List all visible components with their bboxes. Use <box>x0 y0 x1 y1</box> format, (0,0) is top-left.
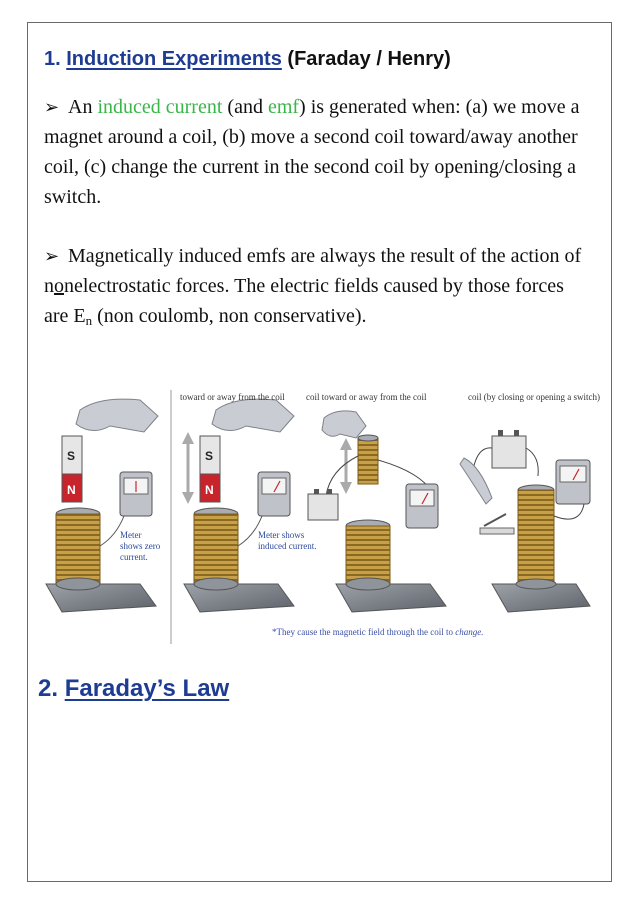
bullet-1-text-c: ) is generated when: (a) we move a magnet around a coil, (b) move a second coil toward/away another coil, (c) change the current in the second coil by opening/closing a switch. <box>44 96 580 208</box>
bullet-1-text-a: An <box>68 96 93 118</box>
meter-zero-line-3: current. <box>120 552 148 562</box>
section-2-heading <box>38 674 229 704</box>
panel-b-moving-magnet <box>182 399 316 612</box>
magnet-n-label-a: N <box>67 483 76 497</box>
bullet-paragraph-1 <box>44 92 584 212</box>
term-emf: emf <box>267 96 300 118</box>
caption-b: coil toward or away from the coil <box>306 392 427 402</box>
section-1-title-link[interactable]: Induction Experiments <box>66 48 282 70</box>
section-1-number: 1. <box>44 48 61 70</box>
bullet-1-text-b: (and <box>227 96 263 118</box>
meter-induced-line-1: Meter shows <box>258 530 305 540</box>
bullet-2-text-b: nelectrostatic forces. The electric fields caused by those forces are E <box>44 275 564 327</box>
subscript-n: n <box>85 313 93 328</box>
bullet-paragraph-2 <box>44 241 584 336</box>
meter-induced-line-2: induced current. <box>258 541 317 551</box>
section-2-number: 2. <box>38 675 59 702</box>
meter-zero-line-1: Meter <box>120 530 142 540</box>
magnet-s-label-b: S <box>205 449 214 463</box>
caption-a: toward or away from the coil <box>180 392 285 402</box>
magnet-n-label-b: N <box>205 483 214 497</box>
caption-c: coil (by closing or opening a switch) <box>468 392 600 402</box>
meter-zero-line-2: shows zero <box>120 541 161 551</box>
figure-svg <box>40 386 600 648</box>
panel-c-moving-coil <box>308 411 446 612</box>
panel-d-switch <box>460 430 590 612</box>
bullet-2-underlined-letter: o <box>54 275 64 297</box>
section-1-suffix: (Faraday / Henry) <box>287 48 451 70</box>
arrow-bullet-icon: ➢ <box>44 246 60 266</box>
bullet-2-text-a: Magnetically induced emfs are always the result of the action of n <box>44 245 582 297</box>
magnet-s-label-a: S <box>67 449 76 463</box>
section-1-heading <box>44 46 451 72</box>
bullet-2-text-c: (non coulomb, non conservative). <box>97 305 367 327</box>
section-2-title-link[interactable]: Faraday’s Law <box>64 675 230 702</box>
figure-footnote: *They cause the magnetic field through the coil to change. <box>272 627 484 637</box>
term-induced-current: induced current <box>97 96 223 118</box>
arrow-bullet-icon: ➢ <box>44 97 60 117</box>
induction-experiments-figure <box>40 386 600 648</box>
panel-a-stationary-magnet <box>46 399 161 612</box>
